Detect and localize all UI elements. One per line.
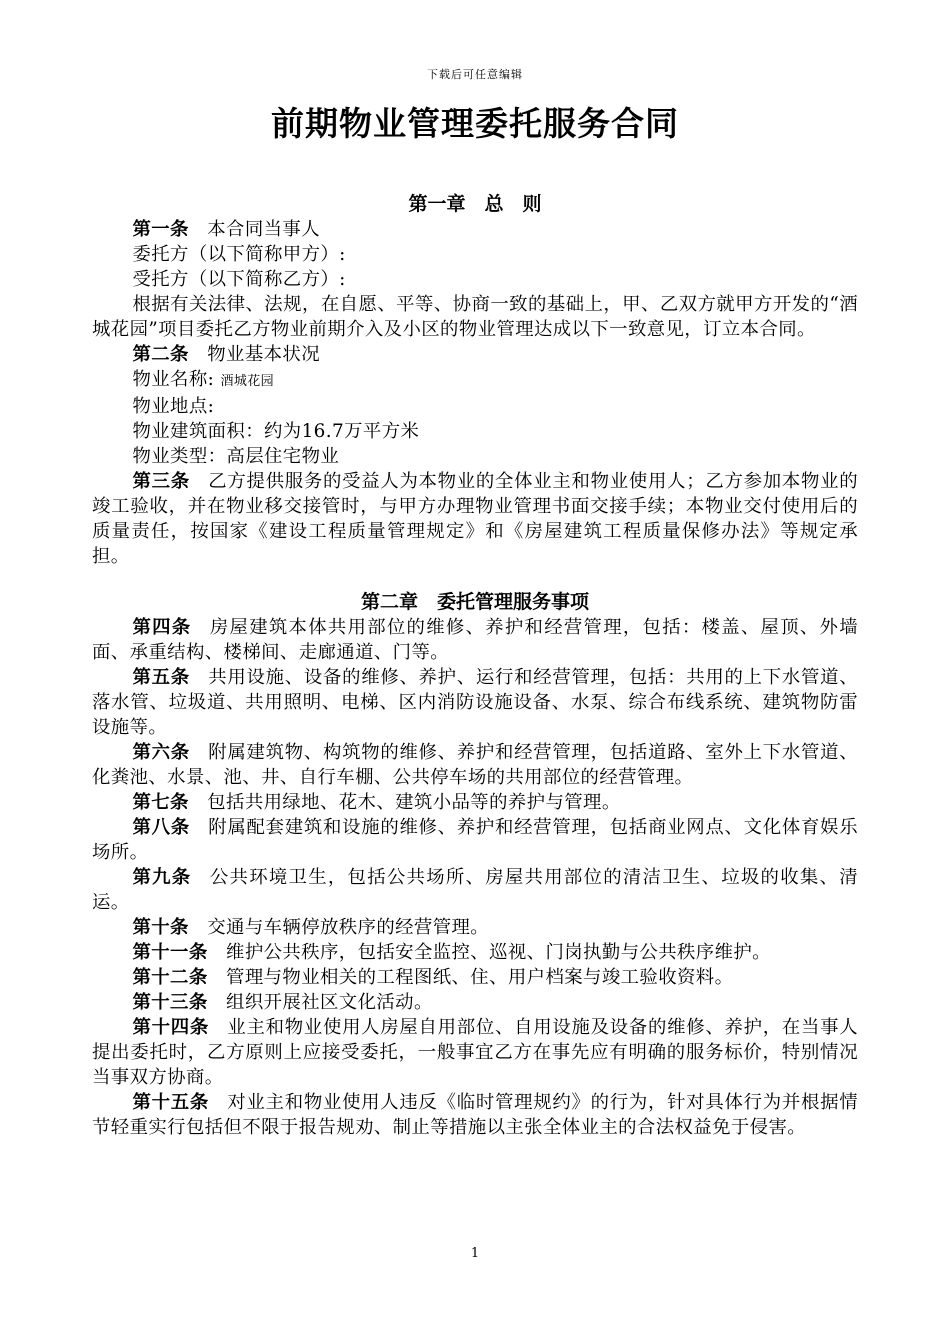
article-text: 乙方提供服务的受益人为本物业的全体业主和物业使用人；乙方参加本物业的竣工验收，并在物业移交接管时，与甲方办理物业管理书面交接手续；本物业交付使用后的质量责任，按国家《建设工程质量管理规定》和《房屋建筑工程质量保修办法》等规定承担。 bbox=[92, 471, 859, 567]
article-text: 附属配套建筑和设施的维修、养护和经营管理，包括商业网点、文化体育娱乐场所。 bbox=[92, 817, 859, 863]
party-b-line: 受托方（以下简称乙方）: bbox=[132, 269, 346, 290]
article-text: 组织开展社区文化活动。 bbox=[226, 992, 433, 1013]
article-label: 第五条 bbox=[132, 667, 190, 688]
article-text: 对业主和物业使用人违反《临时管理规约》的行为，针对具体行为并根据情节轻重实行包括但不限于报告规劝、制止等措施以主张全体业主的合法权益免于侵害。 bbox=[92, 1092, 858, 1138]
article-15 bbox=[92, 1090, 858, 1140]
article-label: 第七条 bbox=[132, 792, 189, 813]
preamble-paragraph: 根据有关法律、法规，在自愿、平等、协商一致的基础上，甲、乙双方就甲方开发的“酒城花园”项目委托乙方物业前期介入及小区的物业管理达成以下一致意见，订立本合同。 bbox=[92, 294, 858, 340]
chapter-1-heading: 第一章 总 则 bbox=[408, 193, 542, 215]
property-name-line bbox=[92, 367, 858, 394]
article-10 bbox=[92, 915, 858, 940]
article-text: 共用设施、设备的维修、养护、运行和经营管理，包括：共用的上下水管道、落水管、垃圾道、共用照明、电梯、区内消防设施设备、水泵、综合布线系统、建筑物防雷设施等。 bbox=[92, 667, 859, 738]
article-text: 业主和物业使用人房屋自用部位、自用设施及设备的维修、养护，在当事人提出委托时，乙方原则上应接受委托，一般事宜乙方在事先应有明确的服务标价，特别情况当事双方协商。 bbox=[92, 1017, 858, 1088]
article-text: 公共环境卫生，包括公共场所、房屋共用部位的清洁卫生、垃圾的收集、清运。 bbox=[92, 867, 859, 913]
article-6 bbox=[92, 740, 858, 790]
article-label: 第十二条 bbox=[132, 967, 208, 988]
article-text: 附属建筑物、构筑物的维修、养护和经营管理，包括道路、室外上下水管道、化粪池、水景、池、井、自行车棚、公共停车场的共用部位的经营管理。 bbox=[92, 742, 859, 788]
article-14 bbox=[92, 1015, 858, 1090]
article-9 bbox=[92, 865, 858, 915]
article-2 bbox=[92, 342, 858, 367]
article-label: 第一条 bbox=[132, 219, 189, 240]
property-location-line: 物业地点: bbox=[132, 396, 215, 417]
property-area-line: 物业建筑面积：约为16.7万平方米 bbox=[132, 421, 420, 442]
page-number: 1 bbox=[470, 1246, 480, 1261]
document-title: 前期物业管理委托服务合同 bbox=[271, 104, 679, 143]
article-label: 第九条 bbox=[132, 867, 192, 888]
article-text: 本合同当事人 bbox=[207, 219, 320, 240]
article-label: 第十三条 bbox=[132, 992, 208, 1013]
article-text: 管理与物业相关的工程图纸、住、用户档案与竣工验收资料。 bbox=[226, 967, 734, 988]
article-label: 第二条 bbox=[132, 344, 189, 365]
property-name-value: 酒城花园 bbox=[220, 374, 275, 389]
article-1 bbox=[92, 217, 858, 242]
article-label: 第十一条 bbox=[132, 942, 208, 963]
article-7 bbox=[92, 790, 858, 815]
article-text: 包括共用绿地、花木、建筑小品等的养护与管理。 bbox=[207, 792, 621, 813]
article-13 bbox=[92, 990, 858, 1015]
article-11 bbox=[92, 940, 858, 965]
article-text: 交通与车辆停放秩序的经营管理。 bbox=[207, 917, 490, 938]
article-label: 第十四条 bbox=[132, 1017, 209, 1038]
article-label: 第三条 bbox=[132, 471, 190, 492]
property-type-line: 物业类型：高层住宅物业 bbox=[132, 446, 340, 467]
chapter-2-heading: 第二章 委托管理服务事项 bbox=[360, 591, 589, 613]
article-label: 第十条 bbox=[132, 917, 189, 938]
article-5 bbox=[92, 665, 858, 740]
property-name-label: 物业名称: bbox=[132, 369, 215, 390]
article-label: 第十五条 bbox=[132, 1092, 209, 1113]
article-text: 维护公共秩序，包括安全监控、巡视、门岗执勤与公共秩序维护。 bbox=[226, 942, 771, 963]
article-text: 物业基本状况 bbox=[207, 344, 320, 365]
article-12 bbox=[92, 965, 858, 990]
article-label: 第八条 bbox=[132, 817, 190, 838]
article-label: 第六条 bbox=[132, 742, 190, 763]
article-label: 第四条 bbox=[132, 617, 192, 638]
article-4 bbox=[92, 615, 858, 665]
chapter-2-articles bbox=[92, 615, 858, 1140]
header-note: 下载后可任意编辑 bbox=[427, 68, 523, 81]
article-text: 房屋建筑本体共用部位的维修、养护和经营管理，包括：楼盖、屋顶、外墙面、承重结构、楼梯间、走廊通道、门等。 bbox=[92, 617, 859, 663]
article-8 bbox=[92, 815, 858, 865]
party-a-line: 委托方（以下简称甲方）: bbox=[132, 244, 346, 265]
article-3 bbox=[92, 469, 858, 569]
